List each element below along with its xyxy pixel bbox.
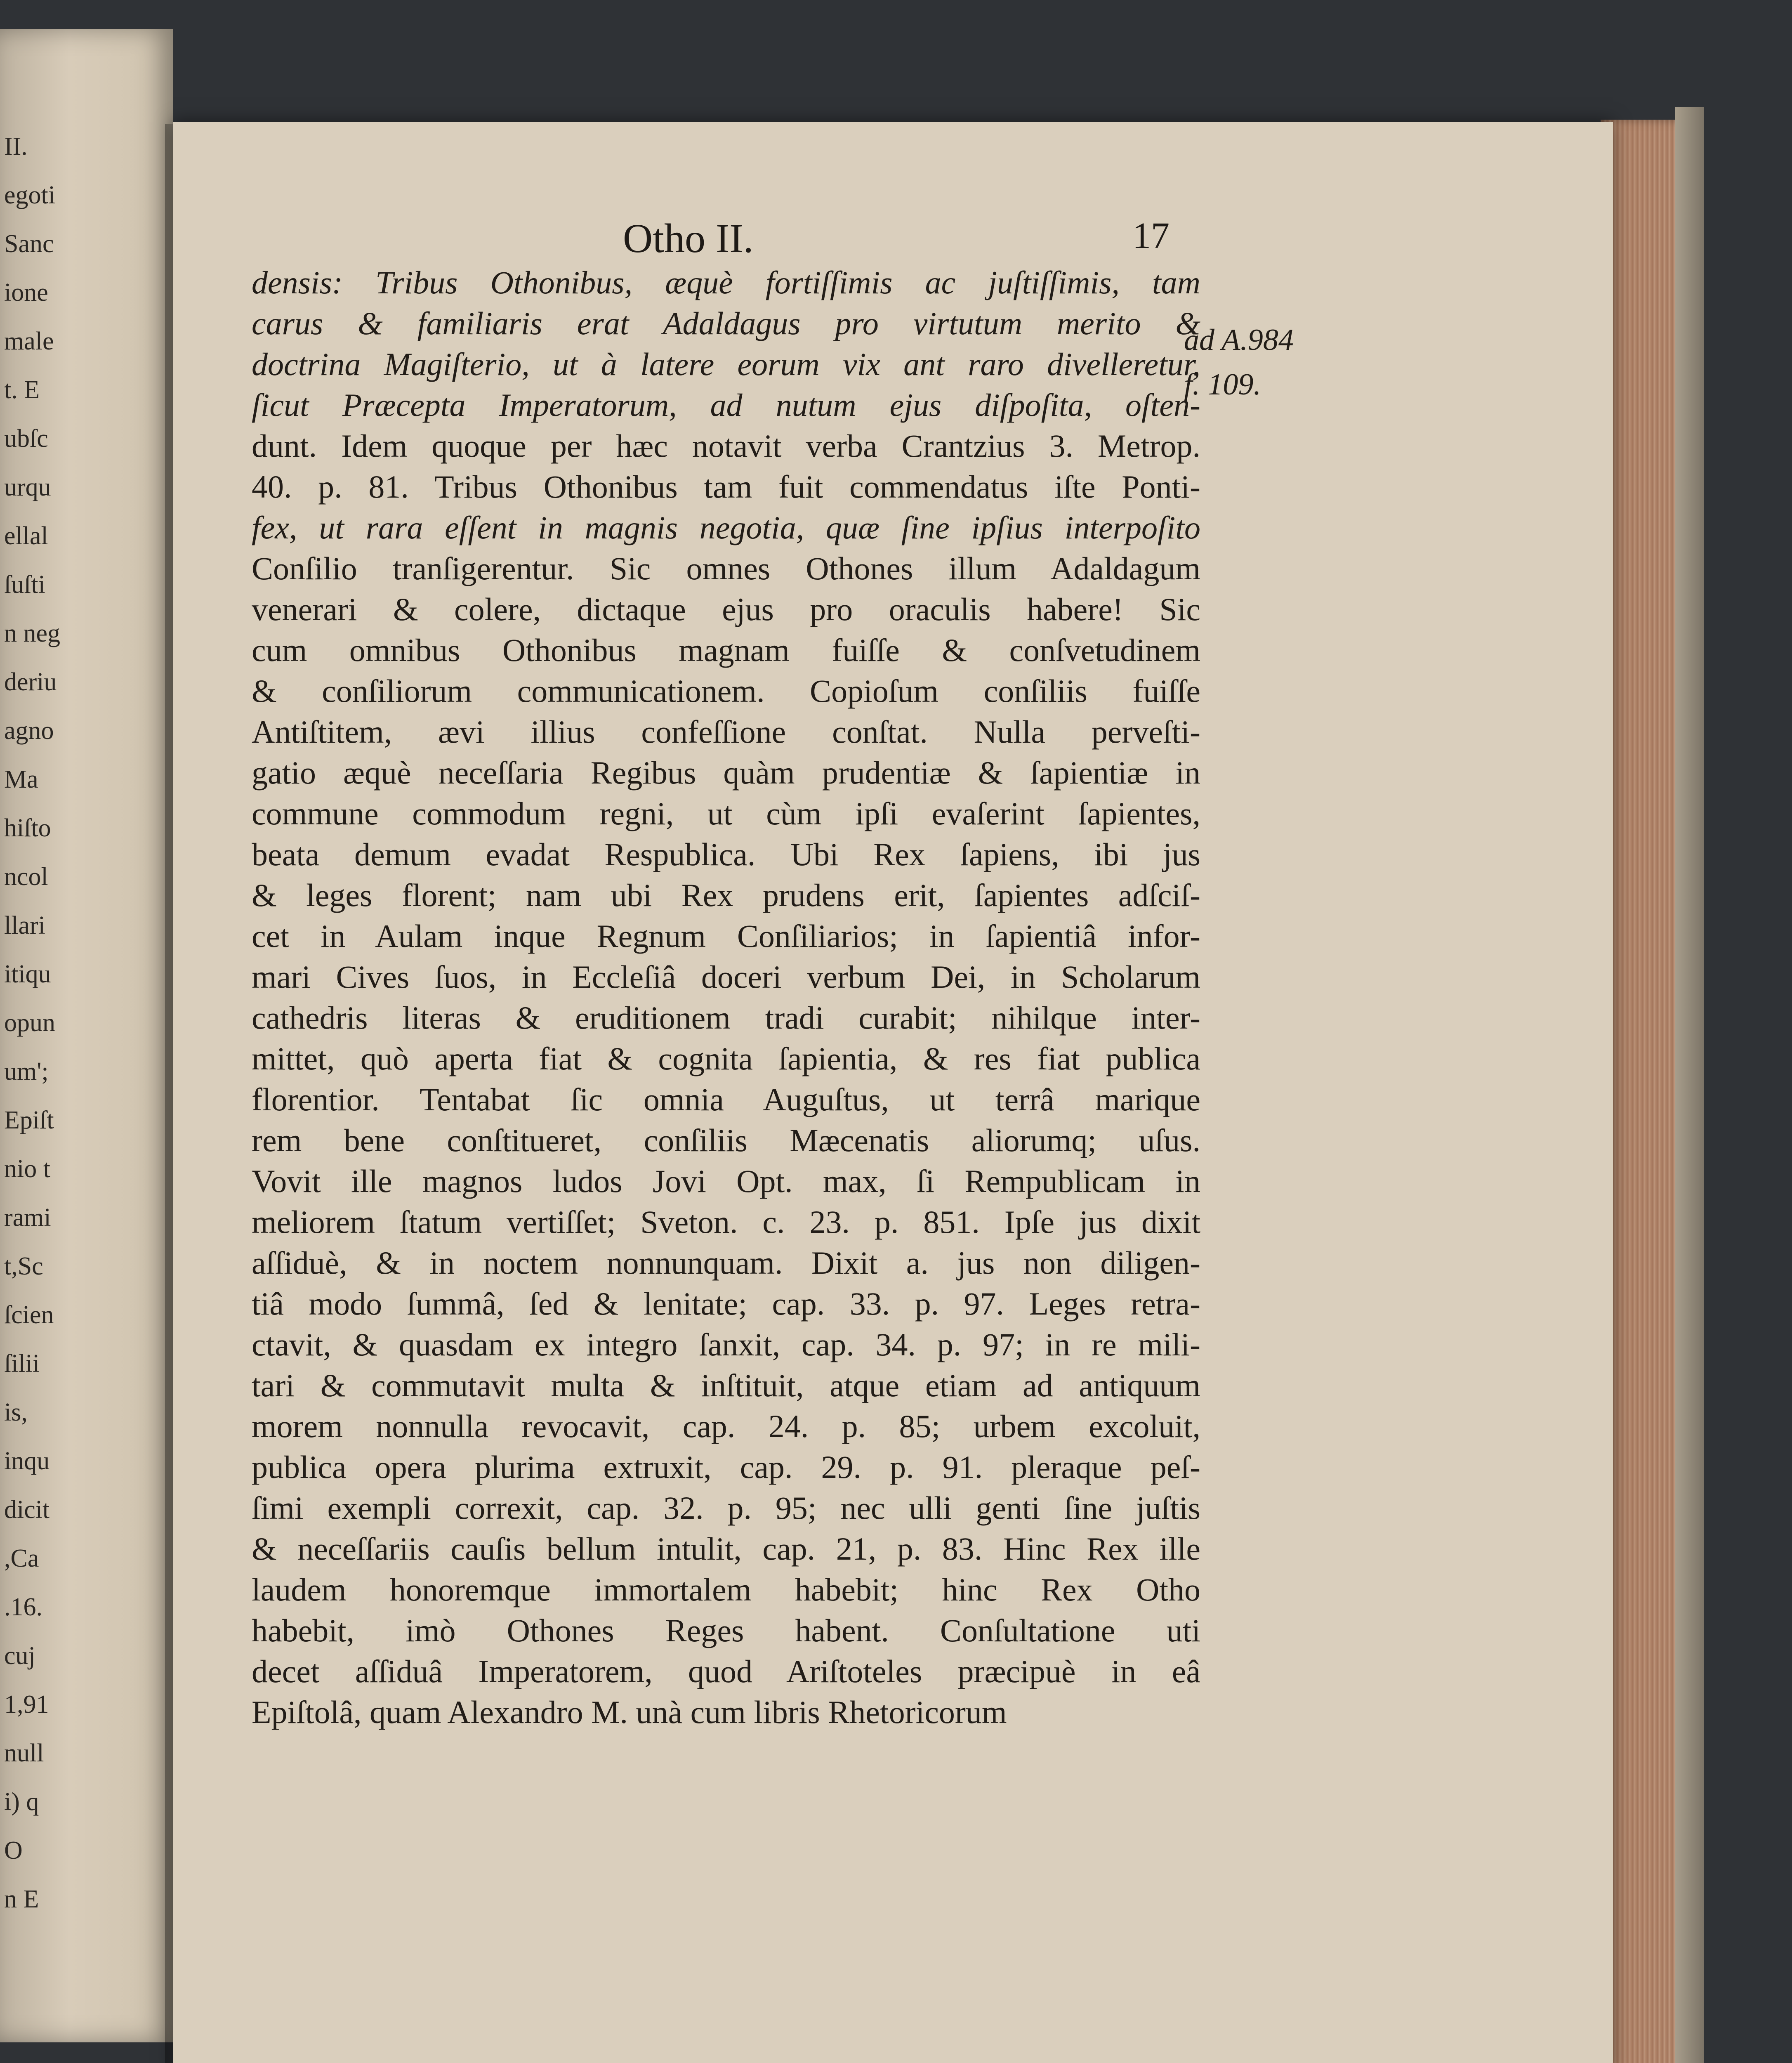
book-fore-edge xyxy=(1601,120,1683,2063)
facing-page-fragment: urqu xyxy=(4,473,51,501)
facing-page-fragment: .16. xyxy=(4,1593,42,1621)
body-text xyxy=(252,262,1200,1733)
facing-page-fragment: nio t xyxy=(4,1155,50,1183)
running-head: Otho II. xyxy=(623,215,754,261)
text-line: cathedris literas & eruditionem tradi curabit; nihilque inter- xyxy=(252,1000,1200,1036)
text-line: Conſilio tranſigerentur. Sic omnes Othones illum Adaldagum xyxy=(252,550,1200,586)
text-line: Vovit ille magnos ludos Jovi Opt. max, ſi Rempublicam in xyxy=(252,1163,1200,1199)
text-line: decet aſſiduâ Imperatorem, quod Ariſtoteles præcipuè in eâ xyxy=(252,1653,1200,1689)
facing-page-fragment: O xyxy=(4,1836,23,1865)
text-line: morem nonnulla revocavit, cap. 24. p. 85; urbem excoluit, xyxy=(252,1408,1200,1444)
facing-page-fragment: t. E xyxy=(4,376,40,404)
facing-page-fragment: ,Ca xyxy=(4,1544,39,1572)
text-line: Antiſtitem, ævi illius confeſſione conſtat. Nulla perveſti- xyxy=(252,714,1200,750)
text-line: mari Cives ſuos, in Eccleſiâ doceri verbum Dei, in Scholarum xyxy=(252,959,1200,995)
facing-page-fragment: null xyxy=(4,1739,44,1767)
text-line: & leges florent; nam ubi Rex prudens erit, ſapientes adſciſ- xyxy=(252,877,1200,913)
facing-page-fragment: deriu xyxy=(4,668,57,696)
facing-page-fragment: male xyxy=(4,327,54,355)
text-line: habebit, imò Othones Reges habent. Conſultatione uti xyxy=(252,1612,1200,1648)
facing-page-fragment: i) q xyxy=(4,1788,39,1816)
text-line: publica opera plurima extruxit, cap. 29. p. 91. pleraque peſ- xyxy=(252,1449,1200,1485)
text-line: ſicut Præcepta Imperatorum, ad nutum ejus diſpoſita, oſten- xyxy=(252,387,1200,423)
facing-page-fragment: ſilii xyxy=(4,1350,40,1378)
text-line: beata demum evadat Respublica. Ubi Rex ſapiens, ibi jus xyxy=(252,836,1200,872)
facing-page-fragment: agno xyxy=(4,717,54,745)
facing-page-fragment: cuj xyxy=(4,1642,35,1670)
text-line: meliorem ſtatum vertiſſet; Sveton. c. 23. p. 851. Ipſe jus dixit xyxy=(252,1204,1200,1240)
text-line: & neceſſariis cauſis bellum intulit, cap. 21, p. 83. Hinc Rex ille xyxy=(252,1531,1200,1567)
text-line: rem bene conſtitueret, conſiliis Mæcenatis aliorumq; uſus. xyxy=(252,1122,1200,1158)
margin-note xyxy=(1184,318,1294,407)
text-line: laudem honoremque immortalem habebit; hinc Rex Otho xyxy=(252,1572,1200,1607)
text-line: mittet, quò aperta fiat & cognita ſapientia, & res fiat publica xyxy=(252,1041,1200,1076)
facing-page-fragment: is, xyxy=(4,1398,28,1426)
facing-page-fragment: Ma xyxy=(4,765,38,793)
facing-page-fragment: egoti xyxy=(4,181,55,209)
text-line: dunt. Idem quoque per hæc notavit verba Crantzius 3. Metrop. xyxy=(252,428,1200,464)
facing-page-fragment: Epiſt xyxy=(4,1106,54,1134)
text-line: commune commodum regni, ut cùm ipſi evaſerint ſapientes, xyxy=(252,795,1200,831)
facing-page-fragment: rami xyxy=(4,1204,51,1232)
facing-page-fragment: n neg xyxy=(4,619,61,647)
facing-page-fragment: opun xyxy=(4,1009,55,1037)
text-line: cum omnibus Othonibus magnam fuiſſe & conſvetudinem xyxy=(252,632,1200,668)
facing-page-fragment: um'; xyxy=(4,1057,49,1086)
facing-page-fragment: t,Sc xyxy=(4,1252,43,1280)
text-line: densis: Tribus Othonibus, æquè fortiſſimis ac juſtiſſimis, tam xyxy=(252,264,1200,300)
page-number: 17 xyxy=(1132,215,1170,256)
margin-note-line: f. 109. xyxy=(1184,368,1261,401)
facing-page-edge xyxy=(0,29,173,2042)
facing-page-fragment: itiqu xyxy=(4,960,51,988)
facing-page-fragment: ſcien xyxy=(4,1301,54,1329)
facing-page-fragment: llari xyxy=(4,911,45,939)
text-line: ctavit, & quasdam ex integro ſanxit, cap. 34. p. 97; in re mili- xyxy=(252,1327,1200,1362)
text-line: doctrina Magiſterio, ut à latere eorum vix ant raro divelleretur, xyxy=(252,346,1200,382)
text-line: tiâ modo ſummâ, ſed & lenitate; cap. 33. p. 97. Leges retra- xyxy=(252,1286,1200,1322)
facing-page-fragment: ſuſti xyxy=(4,571,45,599)
facing-page-fragment: ncol xyxy=(4,863,48,891)
text-line: Epiſtolâ, quam Alexandro M. unà cum libris Rhetoricorum xyxy=(252,1694,1007,1730)
margin-note-line: ad A.984 xyxy=(1184,323,1294,357)
facing-page-fragment: n E xyxy=(4,1885,39,1913)
facing-page-fragment: ione xyxy=(4,279,48,307)
facing-page-fragment: Sanc xyxy=(4,230,54,258)
facing-page-fragment: 1,91 xyxy=(4,1690,49,1718)
facing-page-fragment: II. xyxy=(4,132,28,161)
book-cover-edge xyxy=(1675,107,1704,2063)
facing-page-fragment: hiſto xyxy=(4,814,51,842)
text-line: 40. p. 81. Tribus Othonibus tam fuit commendatus iſte Ponti- xyxy=(252,469,1200,505)
text-line: ſimi exempli correxit, cap. 32. p. 95; nec ulli genti ſine juſtis xyxy=(252,1490,1200,1526)
facing-page-fragment: inqu xyxy=(4,1447,50,1475)
text-line: & conſiliorum communicationem. Copioſum conſiliis fuiſſe xyxy=(252,673,1200,709)
facing-page-fragment: dicit xyxy=(4,1496,50,1524)
text-line: fex, ut rara eſſent in magnis negotia, quæ ſine ipſius interpoſito xyxy=(252,510,1200,545)
text-line: tari & commutavit multa & inſtituit, atque etiam ad antiquum xyxy=(252,1367,1200,1403)
text-line: cet in Aulam inque Regnum Conſiliarios; in ſapientiâ infor- xyxy=(252,918,1200,954)
facing-page-fragment: ubſc xyxy=(4,425,48,453)
text-line: carus & familiaris erat Adaldagus pro virtutum merito & xyxy=(252,305,1200,341)
facing-page-fragment: ellal xyxy=(4,522,48,550)
text-line: florentior. Tentabat ſic omnia Auguſtus, ut terrâ marique xyxy=(252,1081,1200,1117)
text-line: venerari & colere, dictaque ejus pro oraculis habere! Sic xyxy=(252,591,1200,627)
text-line: aſſiduè, & in noctem nonnunquam. Dixit a. jus non diligen- xyxy=(252,1245,1200,1281)
text-line: gatio æquè neceſſaria Regibus quàm prudentiæ & ſapientiæ in xyxy=(252,755,1200,791)
